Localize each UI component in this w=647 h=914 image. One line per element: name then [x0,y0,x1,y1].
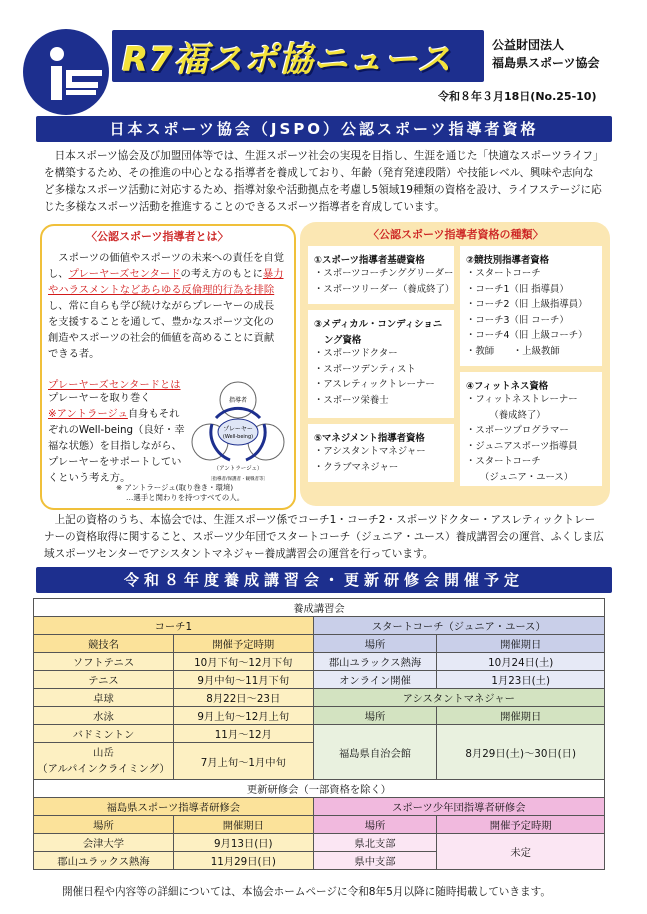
coach1-header: コーチ1 [34,617,314,635]
table-cell: 郡山ユラックス熱海 [313,653,437,671]
sy-date: 未定 [437,834,605,870]
card4-item: （養成終了） [466,409,546,421]
entourage-note-2: …選手と関わりを持つすべての人。 [126,493,245,502]
table-cell: 県北支部 [313,834,437,852]
card-management-qualification [308,424,454,482]
table-cell: 県中支部 [313,852,437,870]
table-cell: 郡山ユラックス熱海 [34,852,174,870]
def-highlight-harassment: 暴力やハラスメントなどあらゆる反倫理的行為を排除 [48,268,284,296]
card3-item: ・スポーツ栄養士 [314,394,389,406]
table-cell: 9月上旬～12月上旬 [173,707,313,725]
org-line-2: 福島県スポーツ協会 [492,56,600,70]
coach-definition-body [48,250,284,362]
table-row [34,599,605,617]
col-sport: 競技名 [34,635,174,653]
fk-col-place: 場所 [34,816,174,834]
entourage-note-1: ※ アントラージュ(取り巻き・環境) [116,483,234,492]
newsletter-title-box [112,30,484,82]
table-cell: 9月13日(日) [173,834,313,852]
intro-paragraph: 日本スポーツ協会及び加盟団体等では、生涯スポーツ社会の実現を目指し、生涯を通じた「快適なスポーツライフ」を構築するため、その推進の中心となる指導者を養成しており、年齢（発育発達段階）や技能レベル、興味や志向など多様なスポーツ活動に対応するため、指導対象や活動拠点を考慮し5領域19種類の資格を設け、ライフステージに応じた多様なスポーツ活動を推進することのできるスポーツ指導者を育成しています。 [44,150,604,213]
card1-item: ・スポーツコーチンググリーダー [314,268,454,279]
players-centered-heading: プレーヤーズセンタードとは [48,379,181,391]
table-cell: 11月29日(日) [173,852,313,870]
table-row [34,635,605,653]
card2-item: ・教師 ・上級教師 [466,345,560,357]
table-row [34,725,605,743]
start-coach-header: スタートコーチ（ジュニア・ユース） [313,617,604,635]
asst-col-place: 場所 [313,707,437,725]
association-logo [22,28,110,116]
table-cell: 1月23日(土) [437,671,605,689]
asst-place: 福島県自治会館 [313,725,437,780]
fukushima-training-header: 福島県スポーツ指導者研修会 [34,798,314,816]
schedule-table [33,598,605,870]
table-row [34,707,605,725]
diagram-caption: 〔指導者/保護者・観戦者等〕 [207,477,269,482]
card1-title: ①スポーツ指導者基礎資格 [314,255,425,266]
card2-item: ・コーチ2（旧 上級指導員） [466,299,588,310]
card5-title: ⑤マネジメント指導者資格 [314,433,425,444]
asst-col-date: 開催期日 [437,707,605,725]
table-row [34,617,605,635]
table-cell: 会津大学 [34,834,174,852]
card2-item: ・コーチ3（旧 コーチ） [466,314,569,326]
def-text-b: の考え方のもとに [180,268,263,280]
players-centered-diagram [186,372,290,484]
card4-title: ④フィットネス資格 [466,381,549,392]
asst-date: 8月29日(土)～30日(日) [437,725,605,780]
diagram-center-label: プレーヤー [223,426,253,433]
renewal-header: 更新研修会（一部資格を除く） [34,780,605,798]
card4-item: （ジュニア・ユース） [466,471,574,483]
players-centered-body [48,390,188,486]
card2-title: ②競技別指導者資格 [466,255,549,266]
table-cell: 水泳 [34,707,174,725]
diagram-top-label: 指導者 [228,397,248,404]
col-planned: 開催予定時期 [173,635,313,653]
card5-item: ・アシスタントマネジャー [314,446,426,457]
card2-item: ・コーチ1（旧 指導員） [466,283,569,295]
youth-training-header: スポーツ少年団指導者研修会 [313,798,604,816]
training-header: 養成講習会 [34,599,605,617]
card4-item: ・スポーツプログラマー [466,425,569,436]
card4-item: ・スタートコーチ [466,456,541,467]
sy-col-place: 場所 [313,816,437,834]
card5-item: ・クラブマネジャー [314,461,399,473]
footer-note: 開催日程や内容等の詳細については、本協会ホームページに令和8年5月以降に随時掲載していきます。 [62,886,551,898]
col-place: 場所 [313,635,437,653]
card3-item: ・スポーツデンティスト [314,363,416,375]
org-line-1: 公益財団法人 [492,38,565,52]
card-fitness-qualification [460,372,602,486]
newsletter-title: R7福スポ協ニュース [122,39,453,80]
table-cell: 8月22日～23日 [173,689,313,707]
table-cell: 10月下旬～12月下旬 [173,653,313,671]
col-date: 開催期日 [437,635,605,653]
card2-item: ・コーチ4（旧 上級コーチ） [466,330,588,341]
table-cell: バドミントン [34,725,174,743]
card-medical-qualification [308,310,454,418]
table-cell: 10月24日(土) [437,653,605,671]
diagram-center-sub: (Well-being) [222,434,254,440]
def-text-a: スポーツの価値やスポーツの未来への責任を自覚し、 [48,252,285,280]
pc-entourage: ※アントラージュ [48,408,128,420]
qualification-types-heading: 〈公認スポーツ指導者資格の種類〉 [368,228,544,241]
fk-col-date: 開催期日 [173,816,313,834]
table-cell: ソフトテニス [34,653,174,671]
card1-item: ・スポーツリーダー（養成終了） [314,283,455,295]
pc-text-a: プレーヤーを取り巻く [48,392,151,404]
card3-item: ・スポーツドクター [314,348,398,359]
mountain-sub: （アルパインクライミング） [37,763,170,775]
def-highlight-players-centered: プレーヤーズセンタード [68,268,181,280]
mountain-label: 山岳 [93,747,114,759]
table-row [34,834,605,852]
sy-col-planned: 開催予定時期 [437,816,605,834]
pc-text-b: 自身もそれぞれのWell-being（良好・幸福な状態）を目指しながら、プレーヤーをサポートしていくという考え方。 [48,408,185,484]
section2-title: 令和８年度養成講習会・更新研修会開催予定 [36,567,612,593]
table-cell: テニス [34,671,174,689]
card3-item: ・アスレティックトレーナー [314,379,435,390]
def-text-c: し、常に自らも学び続けながらプレーヤーの成長を支援することを通して、豊かなスポーツ文化の創造やスポーツの社会的価値を高めることに貢献できる者。 [48,300,275,360]
card4-item: ・ジュニアスポーツ指導員 [466,440,578,452]
card4-item: ・フィットネストレーナー [466,394,578,405]
card3-title-a: ③メディカル・コンディショニ [314,319,443,330]
table-cell: 11月～12月 [173,725,313,743]
card3-title-b: ング資格 [324,335,362,346]
card-basic-qualification [308,246,454,304]
table-row [34,671,605,689]
table-row [34,689,605,707]
table-cell: 7月上旬～1月中旬 [173,743,313,780]
table-cell: 9月中旬～11月下旬 [173,671,313,689]
table-row [34,816,605,834]
section1-title: 日本スポーツ協会（JSPO）公認スポーツ指導者資格 [36,116,612,142]
card2-item: ・スタートコーチ [466,268,541,279]
diagram-bottom-label: （アントラージュ） [213,466,263,472]
coach-definition-heading: 〈公認スポーツ指導者とは〉 [86,230,229,243]
issue-date: 令和８年３月18日(No.25-10) [438,90,597,103]
closing-paragraph: 上記の資格のうち、本協会では、生涯スポーツ係でコーチ1・コーチ2・スポーツドクター・アスレティックトレーナーの資格取得に関すること、スポーツ少年団でスタートコーチ（ジュニア・ユース）養成講習会の運営、ふくしま広域スポーツセンターでアシスタントマネジャー養成講習会の運営を行っています。 [44,514,604,560]
table-cell-mountain [34,743,174,780]
table-cell: オンライン開催 [313,671,437,689]
table-row [34,653,605,671]
card-sport-specific-qualification [460,246,602,366]
table-cell: 卓球 [34,689,174,707]
asst-manager-header: アシスタントマネジャー [313,689,604,707]
table-row [34,780,605,798]
table-row [34,798,605,816]
